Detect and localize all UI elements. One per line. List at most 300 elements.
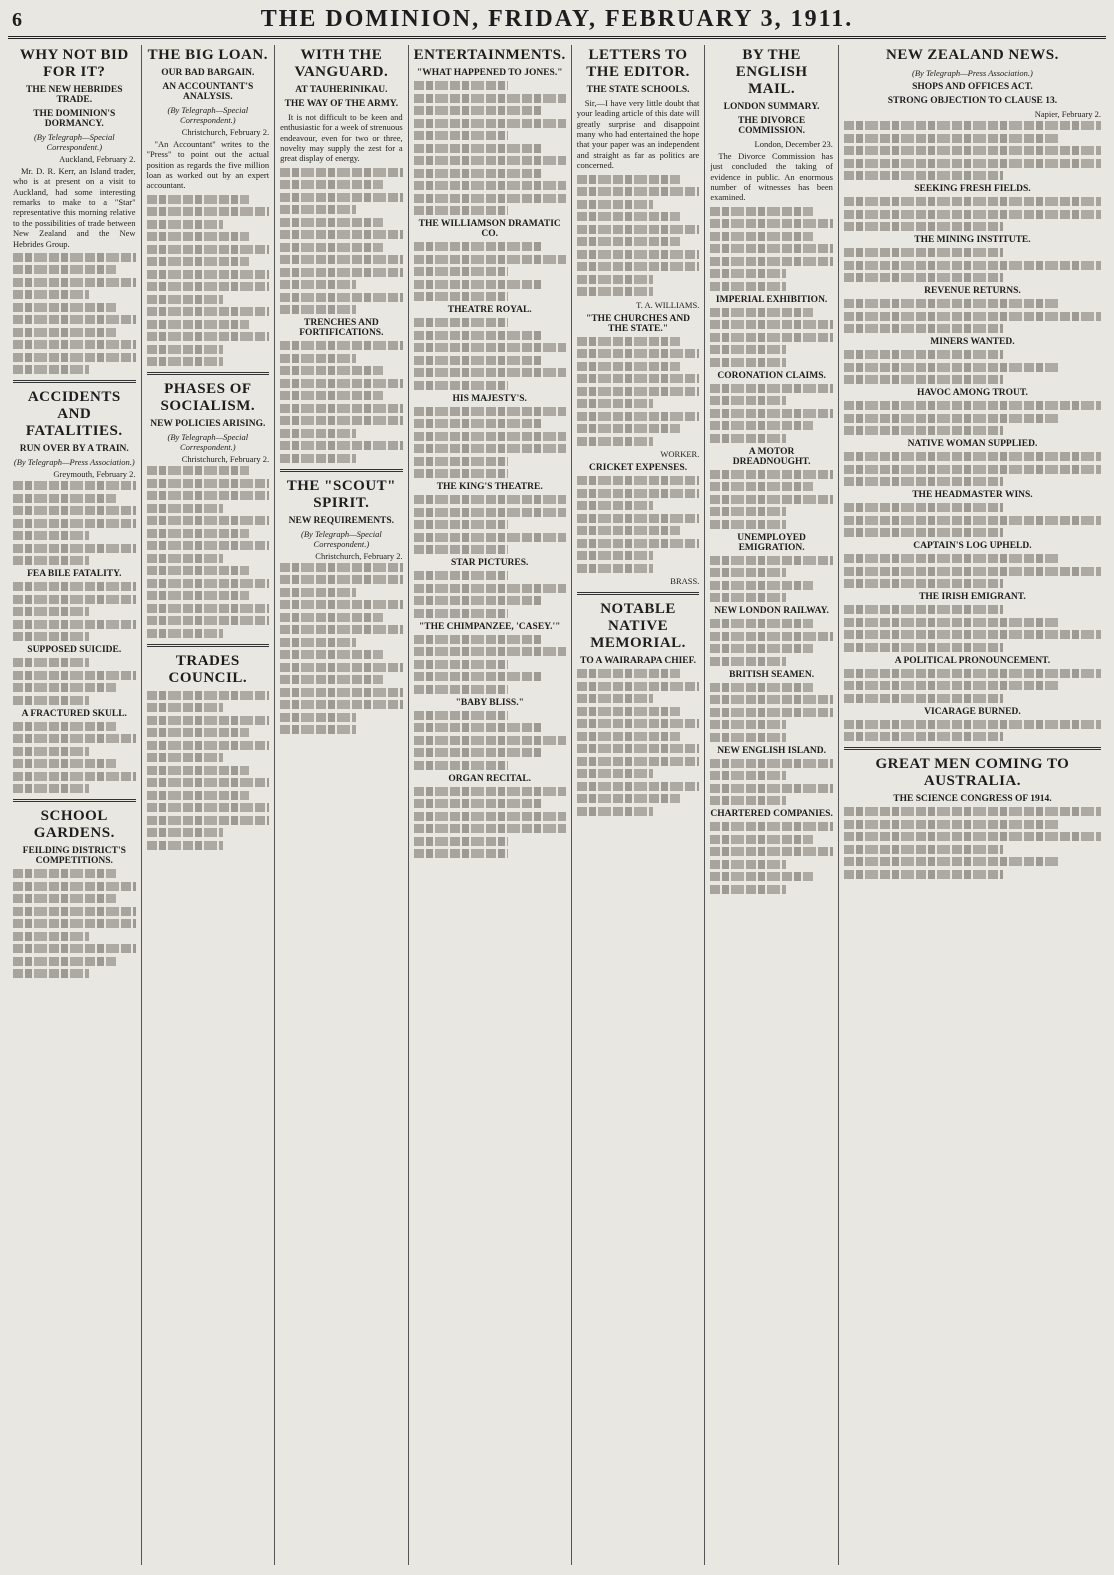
text-line-placeholder [844,171,1003,180]
article-subheading: THE DIVORCE COMMISSION. [738,116,806,136]
text-line-placeholder [414,723,542,732]
text-line-placeholder [280,255,403,264]
text-line-placeholder [844,820,1060,829]
text-line-placeholder [414,368,566,377]
article-headline: ENTERTAINMENTS. [413,47,566,63]
article-byline: (By Telegraph—Special Correspondent.) [167,105,249,125]
text-line-placeholder [577,782,700,791]
article-headline: BY THE ENGLISH MAIL. [735,47,808,97]
text-line-placeholder [13,759,116,768]
text-line-placeholder [414,343,566,352]
text-line-placeholder [414,533,566,542]
article-headline: THE BIG LOAN. [147,47,268,63]
article-divider [13,799,136,802]
text-line-placeholder [13,531,89,540]
illegible-text-block [577,476,700,573]
text-line-placeholder [147,816,270,825]
text-line-placeholder [13,907,136,916]
illegible-text-block [280,563,403,735]
text-line-placeholder [710,695,833,704]
article-byline: (By Telegraph—Press Association.) [912,68,1033,78]
text-line-placeholder [414,748,542,757]
text-line-placeholder [13,365,89,374]
text-line-placeholder [710,345,786,354]
text-line-placeholder [414,508,566,517]
text-line-placeholder [147,566,250,575]
text-line-placeholder [414,647,566,656]
article-subheading: A FRACTURED SKULL. [21,708,127,719]
text-line-placeholder [844,134,1060,143]
illegible-text-block [844,401,1101,435]
text-line-placeholder [710,520,786,529]
text-line-placeholder [280,391,383,400]
text-line-placeholder [414,432,566,441]
text-line-placeholder [414,444,566,453]
text-line-placeholder [280,663,403,672]
text-line-placeholder [13,671,136,680]
text-line-placeholder [280,575,403,584]
letter-signature: T. A. WILLIAMS. [636,299,700,310]
illegible-text-block [844,350,1101,384]
article-headline: ACCIDENTS AND FATALITIES. [25,389,123,440]
article-subheading: NEW ENGLISH ISLAND. [717,745,827,756]
text-line-placeholder [710,219,833,228]
article-byline: (By Telegraph—Special Correspondent.) [33,132,115,152]
text-line-placeholder [147,479,270,488]
article-subheading: THE STATE SCHOOLS. [586,85,690,95]
article-subheading: THE NEW HEBRIDES TRADE. [26,85,123,105]
news-column [839,45,1106,1565]
text-line-placeholder [710,308,813,317]
article-headline: PHASES OF SOCIALISM. [160,381,256,415]
illegible-text-block [414,81,566,215]
text-line-placeholder [13,932,89,941]
illegible-text-block [280,341,403,463]
article-subheading: FEA BILE FATALITY. [27,569,122,580]
text-line-placeholder [147,629,223,638]
article-subheading: IMPERIAL EXHIBITION. [715,294,828,305]
text-line-placeholder [710,269,786,278]
article-paragraph: Mr. D. R. Kerr, an Island trader, who is at present on a visit to Auckland, had some interesting remarks to make to a "Star" representative this morning relative to the possibilities of trade between New Zealand and the New Hebrides Group. [13,166,136,249]
text-line-placeholder [414,94,566,103]
text-line-placeholder [280,688,403,697]
article-subheading: AN ACCOUNTANT'S ANALYSIS. [162,82,254,102]
article-divider [147,372,270,375]
text-line-placeholder [577,187,700,196]
text-line-placeholder [13,328,116,337]
text-line-placeholder [147,803,270,812]
text-line-placeholder [577,399,653,408]
article-dateline: Christchurch, February 2. [181,454,270,465]
text-line-placeholder [577,526,680,535]
text-line-placeholder [280,563,403,572]
text-line-placeholder [147,716,270,725]
illegible-text-block [844,807,1101,879]
text-line-placeholder [844,197,1101,206]
text-line-placeholder [414,331,542,340]
article-subheading: THE DOMINION'S DORMANCY. [33,109,116,129]
illegible-text-block [710,822,833,894]
text-line-placeholder [710,784,833,793]
article-subheading: THE SCIENCE CONGRESS OF 1914. [893,794,1052,804]
illegible-text-block [13,582,136,641]
text-line-placeholder [147,307,270,316]
text-line-placeholder [710,759,833,768]
text-line-placeholder [577,682,700,691]
text-line-placeholder [710,847,833,856]
article-subheading: MINERS WANTED. [930,337,1015,347]
text-line-placeholder [280,454,356,463]
illegible-text-block [414,407,566,479]
text-line-placeholder [844,618,1060,627]
text-line-placeholder [280,700,403,709]
text-line-placeholder [414,407,566,416]
illegible-text-block [844,248,1101,282]
text-line-placeholder [147,841,223,850]
text-line-placeholder [577,744,700,753]
text-line-placeholder [414,242,542,251]
text-line-placeholder [147,295,223,304]
text-line-placeholder [13,556,89,565]
text-line-placeholder [844,579,1003,588]
text-line-placeholder [13,265,116,274]
text-line-placeholder [280,366,383,375]
text-line-placeholder [577,349,700,358]
article-subheading: STRONG OBJECTION TO CLAUSE 13. [887,96,1058,106]
article-subheading: TRENCHES AND FORTIFICATIONS. [299,318,384,339]
text-line-placeholder [147,516,270,525]
text-line-placeholder [147,320,250,329]
text-line-placeholder [13,278,136,287]
text-line-placeholder [710,581,813,590]
article-subheading: A POLITICAL PRONOUNCEMENT. [894,655,1051,666]
article-dateline: Christchurch, February 2. [315,550,403,561]
article-subheading: UNEMPLOYED EMIGRATION. [737,532,806,553]
text-line-placeholder [844,720,1101,729]
text-line-placeholder [280,588,356,597]
text-line-placeholder [147,282,270,291]
text-line-placeholder [844,324,1003,333]
text-line-placeholder [414,495,566,504]
text-line-placeholder [577,424,680,433]
text-line-placeholder [577,476,700,485]
text-line-placeholder [844,261,1101,270]
illegible-text-block [710,556,833,603]
illegible-text-block [844,197,1101,231]
text-line-placeholder [147,766,250,775]
illegible-text-block [844,720,1101,742]
text-line-placeholder [844,567,1101,576]
text-line-placeholder [147,529,250,538]
text-line-placeholder [414,381,508,390]
text-line-placeholder [414,267,508,276]
text-line-placeholder [844,669,1101,678]
text-line-placeholder [414,356,542,365]
text-line-placeholder [844,643,1003,652]
text-line-placeholder [577,225,700,234]
text-line-placeholder [844,363,1060,372]
text-line-placeholder [844,681,1060,690]
article-subheading: SUPPOSED SUICIDE. [27,645,122,656]
article-subheading: REVENUE RETURNS. [924,286,1021,296]
news-column [409,45,572,1565]
text-line-placeholder [710,232,813,241]
text-line-placeholder [844,312,1101,321]
text-line-placeholder [13,544,136,553]
text-line-placeholder [147,257,250,266]
text-line-placeholder [844,159,1101,168]
text-line-placeholder [147,195,250,204]
text-line-placeholder [13,632,89,641]
text-line-placeholder [577,769,653,778]
article-dateline: London, December 23. [754,139,833,149]
text-line-placeholder [844,248,1003,257]
text-line-placeholder [577,564,653,573]
text-line-placeholder [577,669,680,678]
text-line-placeholder [710,822,833,831]
article-subheading: HAVOC AMONG TROUT. [916,388,1028,398]
text-line-placeholder [280,230,403,239]
text-line-placeholder [13,582,136,591]
illegible-text-block [844,299,1101,333]
illegible-text-block [414,711,566,770]
text-line-placeholder [414,787,566,796]
text-line-placeholder [280,416,403,425]
text-line-placeholder [13,894,116,903]
text-line-placeholder [577,412,700,421]
text-line-placeholder [844,807,1101,816]
text-line-placeholder [577,794,680,803]
illegible-text-block [577,175,700,297]
text-line-placeholder [710,683,813,692]
article-subheading: THE WAY OF THE ARMY. [284,99,399,109]
illegible-text-block [710,384,833,443]
text-line-placeholder [844,554,1060,563]
article-paragraph: Sir,—I have very little doubt that your leading article of this date will greatly surprise and disappoint many who had entertained the hope that your paper was an independent and straight as far as politics are concerned. [576,98,700,171]
text-line-placeholder [577,437,653,446]
text-line-placeholder [13,658,89,667]
text-line-placeholder [13,882,136,891]
text-line-placeholder [414,106,542,115]
text-line-placeholder [414,194,566,203]
text-line-placeholder [13,620,136,629]
illegible-text-block [414,242,566,301]
text-line-placeholder [577,200,653,209]
text-line-placeholder [844,857,1060,866]
text-line-placeholder [13,969,89,978]
illegible-text-block [577,337,700,446]
text-line-placeholder [13,919,136,928]
text-line-placeholder [147,232,250,241]
text-line-placeholder [414,824,566,833]
text-line-placeholder [844,465,1101,474]
text-line-placeholder [844,121,1101,130]
text-line-placeholder [414,837,508,846]
article-subheading: BRITISH SEAMEN. [729,669,815,680]
text-line-placeholder [710,872,813,881]
text-line-placeholder [414,545,508,554]
text-line-placeholder [414,799,542,808]
text-line-placeholder [280,613,383,622]
text-line-placeholder [710,507,786,516]
article-divider [13,380,136,383]
article-subheading: "BABY BLISS." [455,697,524,708]
text-line-placeholder [414,181,566,190]
illegible-text-block [147,466,270,638]
text-line-placeholder [280,650,383,659]
text-line-placeholder [147,245,270,254]
text-line-placeholder [414,736,566,745]
article-subheading: THE IRISH EMIGRANT. [919,592,1026,602]
article-subheading: SHOPS AND OFFICES ACT. [912,82,1033,92]
illegible-text-block [414,318,566,390]
article-subheading: CRICKET EXPENSES. [589,463,688,474]
text-line-placeholder [147,828,223,837]
text-line-placeholder [414,255,566,264]
text-line-placeholder [577,250,700,259]
article-headline: TRADES COUNCIL. [168,652,248,686]
text-line-placeholder [147,491,270,500]
text-line-placeholder [844,273,1003,282]
illegible-text-block [147,691,270,850]
text-line-placeholder [577,757,700,766]
text-line-placeholder [280,218,383,227]
illegible-text-block [710,308,833,367]
text-line-placeholder [414,169,542,178]
text-line-placeholder [13,683,116,692]
text-line-placeholder [710,708,833,717]
text-line-placeholder [844,694,1003,703]
text-line-placeholder [710,320,833,329]
article-subheading: RUN OVER BY A TRAIN. [19,444,129,455]
illegible-text-block [147,195,270,367]
article-subheading: THE HEADMASTER WINS. [912,490,1033,500]
article-subheading: FEILDING DISTRICT'S COMPETITIONS. [22,846,126,867]
text-line-placeholder [844,210,1101,219]
text-line-placeholder [710,593,786,602]
text-line-placeholder [710,384,833,393]
text-line-placeholder [280,429,356,438]
text-line-placeholder [280,600,403,609]
text-line-placeholder [13,869,116,878]
text-line-placeholder [147,345,223,354]
text-line-placeholder [147,728,250,737]
text-line-placeholder [710,421,813,430]
text-line-placeholder [844,426,1003,435]
text-line-placeholder [13,944,136,953]
article-subheading: CORONATION CLAIMS. [717,370,826,381]
article-subheading: NEW LONDON RAILWAY. [714,606,829,617]
text-line-placeholder [577,374,700,383]
article-dateline: Napier, February 2. [1034,109,1101,119]
illegible-text-block [414,635,566,694]
illegible-text-block [710,683,833,742]
text-line-placeholder [414,571,508,580]
text-line-placeholder [280,354,356,363]
text-line-placeholder [414,596,542,605]
text-line-placeholder [414,156,566,165]
text-line-placeholder [577,387,700,396]
illegible-text-block [13,722,136,794]
text-line-placeholder [844,452,1101,461]
illegible-text-block [414,787,566,859]
article-subheading: NEW POLICIES ARISING. [150,419,266,430]
text-line-placeholder [280,713,356,722]
illegible-text-block [844,452,1101,486]
illegible-text-block [13,253,136,375]
illegible-text-block [844,503,1101,537]
text-line-placeholder [710,282,786,291]
text-line-placeholder [147,691,270,700]
text-line-placeholder [710,733,786,742]
illegible-text-block [13,658,136,705]
text-line-placeholder [280,441,403,450]
article-headline: GREAT MEN COMING TO AUSTRALIA. [875,756,1070,789]
text-line-placeholder [13,315,136,324]
text-line-placeholder [844,832,1101,841]
text-line-placeholder [577,551,653,560]
text-line-placeholder [577,489,700,498]
illegible-text-block [844,121,1101,180]
article-subheading: NEW REQUIREMENTS. [288,515,395,526]
text-line-placeholder [710,771,786,780]
text-line-placeholder [147,332,270,341]
article-subheading: THE WILLIAMSON DRAMATIC CO. [418,219,561,239]
text-line-placeholder [414,711,508,720]
text-line-placeholder [280,341,403,350]
text-line-placeholder [280,268,403,277]
text-line-placeholder [147,579,270,588]
article-subheading: LONDON SUMMARY. [723,102,820,112]
article-subheading: SEEKING FRESH FIELDS. [914,184,1031,194]
news-column [705,45,839,1565]
text-line-placeholder [414,144,542,153]
text-line-placeholder [710,358,786,367]
text-line-placeholder [710,244,833,253]
text-line-placeholder [147,220,223,229]
text-line-placeholder [710,796,786,805]
text-line-placeholder [13,772,136,781]
news-column [275,45,409,1565]
text-line-placeholder [414,520,508,529]
text-line-placeholder [844,605,1003,614]
text-line-placeholder [577,362,680,371]
text-line-placeholder [577,275,653,284]
article-paragraph: "An Accountant" writes to the "Press" to point out the actual position as regards the five million loan as worked out by an expert accountant. [146,139,270,191]
text-line-placeholder [577,237,680,246]
text-line-placeholder [844,845,1003,854]
article-subheading: "THE CHIMPANZEE, 'CASEY.'" [418,621,561,632]
text-line-placeholder [844,350,1003,359]
text-line-placeholder [414,292,508,301]
text-line-placeholder [844,414,1060,423]
text-line-placeholder [414,318,508,327]
text-line-placeholder [414,609,508,618]
text-line-placeholder [844,528,1003,537]
text-line-placeholder [844,870,1003,879]
text-line-placeholder [844,516,1101,525]
text-line-placeholder [147,753,223,762]
article-headline: WITH THE VANGUARD. [294,47,389,80]
illegible-text-block [577,669,700,816]
text-line-placeholder [710,644,813,653]
text-line-placeholder [414,672,542,681]
text-line-placeholder [280,675,383,684]
text-line-placeholder [147,703,223,712]
text-line-placeholder [13,734,136,743]
text-line-placeholder [13,353,136,362]
article-subheading: "THE CHURCHES AND THE STATE." [586,313,691,334]
